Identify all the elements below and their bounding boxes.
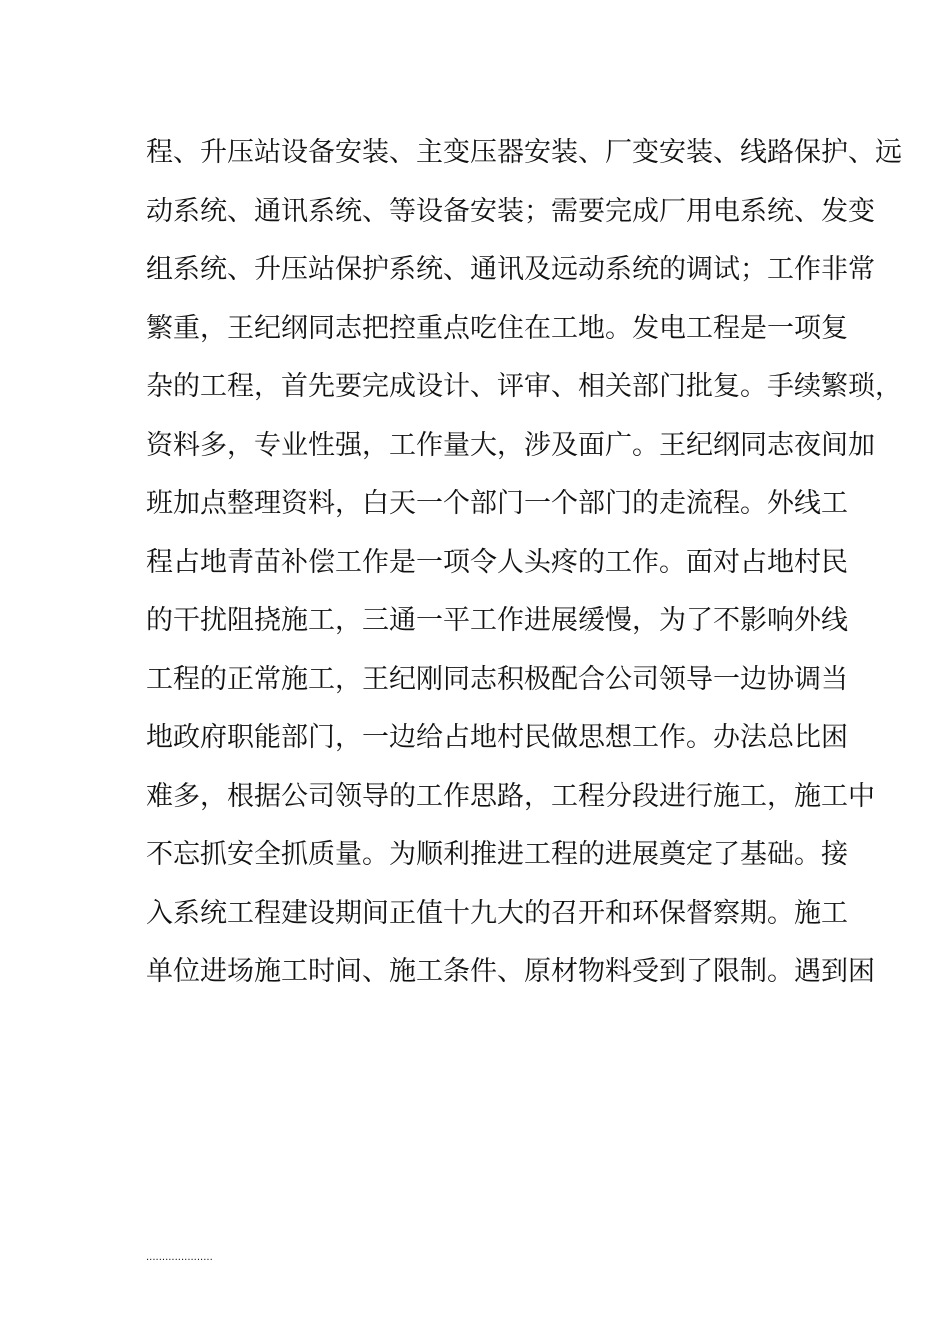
text-line: 单位进场施工时间、施工条件、原材物料受到了限制。遇到困 <box>146 956 875 987</box>
text-line: 程占地青苗补偿工作是一项令人头疼的工作。面对占地村民 <box>146 546 848 578</box>
text-line: 资料多，专业性强，工作量大，涉及面广。王纪纲同志夜间加 <box>146 429 875 461</box>
text-line: 的干扰阻挠施工，三通一平工作进展缓慢，为了不影响外线 <box>146 605 848 636</box>
text-line: 班加点整理资料，白天一个部门一个部门的走流程。外线工 <box>146 488 848 519</box>
text-line: 不忘抓安全抓质量。为顺利推进工程的进展奠定了基础。接 <box>146 839 848 870</box>
text-line: 难多，根据公司领导的工作思路，工程分段进行施工，施工中 <box>146 780 875 812</box>
footer-dotted-leader: ..................... <box>146 1252 213 1263</box>
text-line: 繁重，王纪纲同志把控重点吃住在工地。发电工程是一项复 <box>146 312 848 344</box>
body-paragraph <box>146 124 902 1002</box>
text-line: 工程的正常施工，王纪刚同志积极配合公司领导一边协调当 <box>146 663 848 695</box>
text-line: 杂的工程，首先要完成设计、评审、相关部门批复。手续繁琐， <box>146 371 902 402</box>
text-line: 入系统工程建设期间正值十九大的召开和环保督察期。施工 <box>146 897 848 929</box>
text-line: 组系统、升压站保护系统、通讯及远动系统的调试；工作非常 <box>146 254 875 285</box>
text-line: 程、升压站设备安装、主变压器安装、厂变安装、线路保护、远 <box>146 137 902 168</box>
text-line: 地政府职能部门，一边给占地村民做思想工作。办法总比困 <box>146 722 848 753</box>
text-line: 动系统、通讯系统、等设备安装；需要完成厂用电系统、发变 <box>146 195 875 227</box>
